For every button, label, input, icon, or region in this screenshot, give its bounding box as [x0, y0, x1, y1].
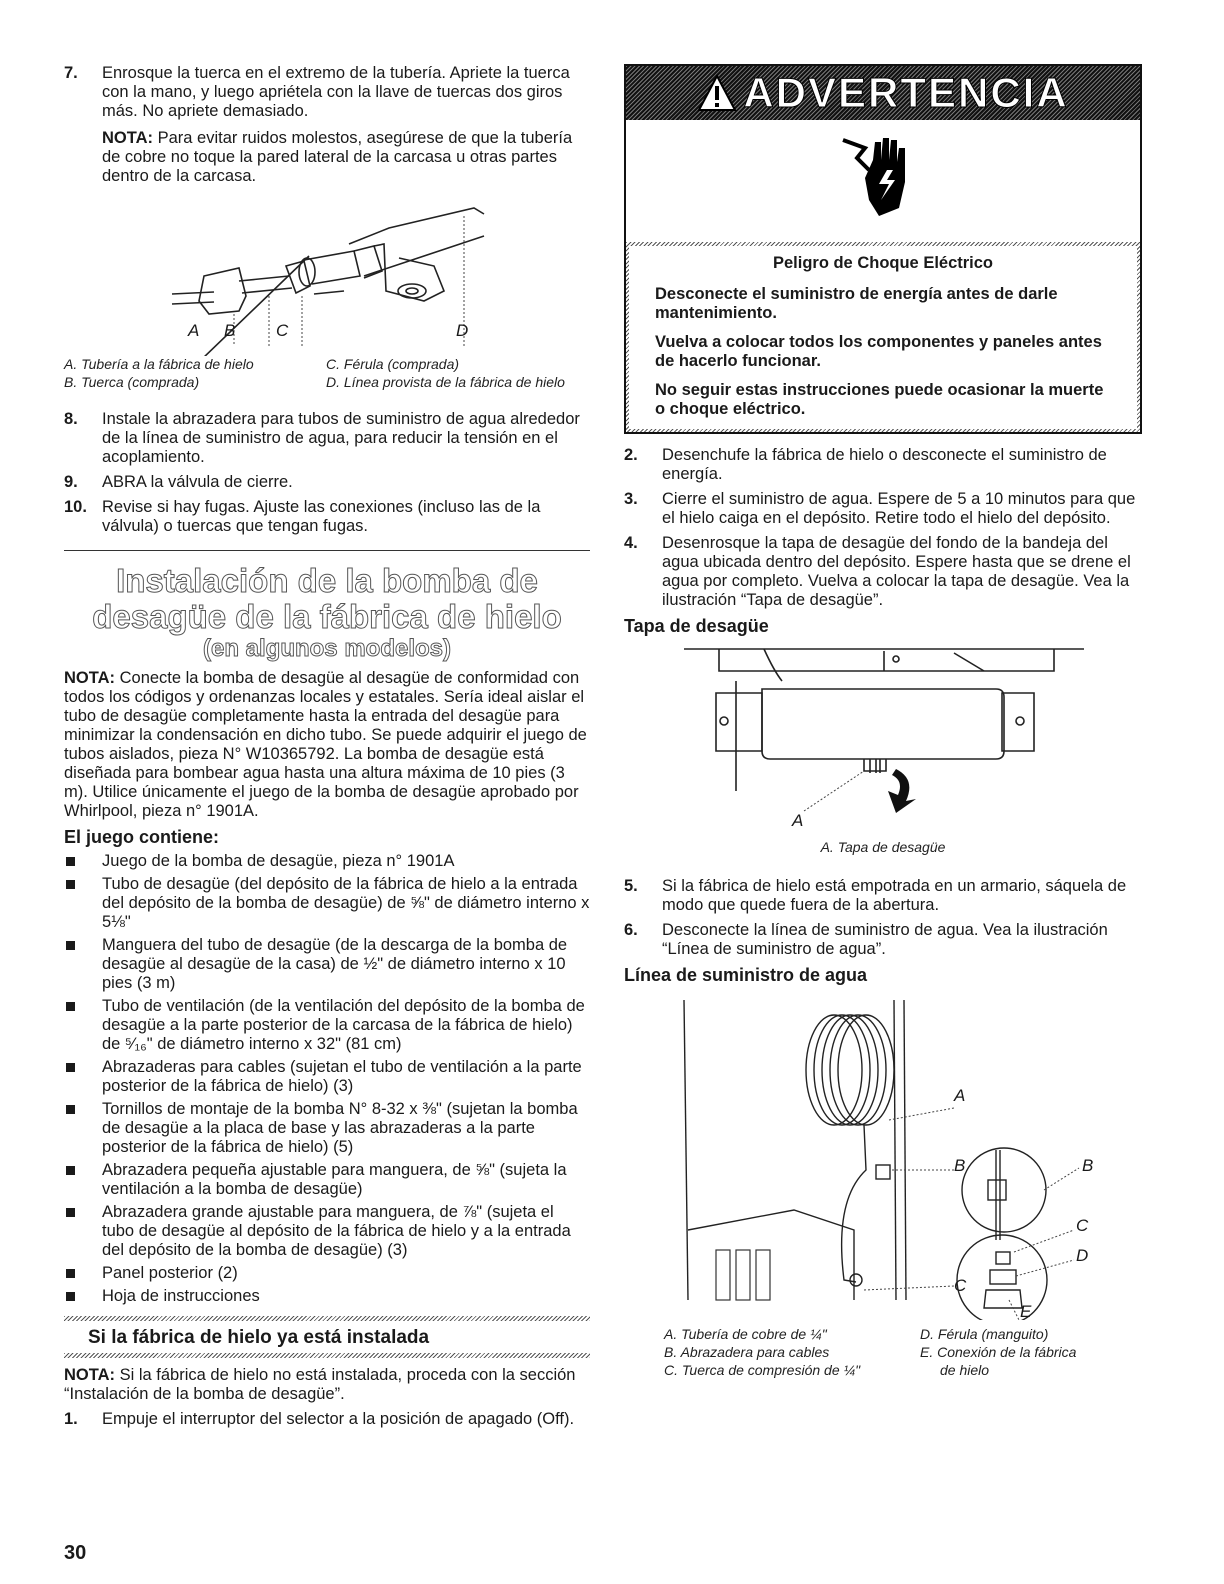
list-item: Tubo de desagüe (del depósito de la fábrica de hielo a la entrada del depósito de la bomba de desagüe) de ⅝" de diámetro interno x 5⅛": [64, 875, 590, 932]
caption-e-cont: de hielo: [940, 1362, 990, 1378]
supply-letter-b-detail: B: [1082, 1156, 1094, 1175]
drain-cap-illustration: [624, 641, 1142, 861]
fitting-figure: [64, 196, 590, 356]
warning-line-1: Desconecte el suministro de energía antes de darle mantenimiento.: [655, 285, 1058, 322]
section-title-line1: Instalación de la bomba de: [116, 562, 538, 599]
section-title: [64, 563, 590, 663]
kit-heading: El juego contiene:: [64, 827, 220, 847]
list-item: Juego de la bomba de desagüe, pieza n° 1901A: [64, 852, 590, 871]
supply-letter-b: B: [954, 1156, 966, 1175]
caption-d: D. Línea provista de la fábrica de hielo: [326, 374, 565, 390]
supply-letter-a: A: [954, 1086, 966, 1105]
water-supply-illustration: [624, 990, 1142, 1320]
caption-c: C. Tuerca de compresión de ¼": [664, 1362, 861, 1378]
step-8: [64, 410, 590, 467]
warning-triangle-icon: [697, 74, 737, 112]
warning-header: [626, 66, 1140, 120]
step-text: Empuje el interruptor del selector a la posición de apagado (Off).: [102, 1410, 575, 1428]
list-item: Manguera del tubo de desagüe (de la descarga de la bomba de desagüe al desagüe de la casa) de ½" de diámetro interno x 10 pies (3 m): [64, 936, 590, 993]
step-text: Revise si hay fugas. Ajuste las conexiones (incluso las de la válvula) o tuercas que tengan fugas.: [102, 498, 541, 535]
step-text: Si la fábrica de hielo está empotrada en un armario, sáquela de modo que quede fuera de la abertura.: [662, 877, 1127, 914]
note-copper: [64, 129, 590, 186]
drain-heading: Tapa de desagüe: [624, 616, 769, 636]
list-item: Tubo de ventilación (de la ventilación del depósito de la bomba de desagüe a la parte posterior de la carcasa de la fábrica de hielo) de ⁵⁄₁₆" de diámetro interno x 32" (81 cm): [64, 997, 590, 1054]
step-number: 6.: [624, 921, 638, 939]
note-label: NOTA:: [64, 1366, 116, 1384]
note-pump: [64, 669, 590, 821]
supply-letter-e: E: [1020, 1302, 1032, 1321]
step-5: [624, 877, 1142, 915]
fig1-letter-a: A: [188, 321, 200, 340]
warning-line-2: Vuelva a colocar todos los componentes y paneles antes de hacerlo funcionar.: [655, 333, 1102, 370]
step-number: 7.: [64, 64, 78, 82]
supply-line-figure: [624, 990, 1142, 1320]
caption-b: B. Tuerca (comprada): [64, 374, 200, 390]
step-text: Instale la abrazadera para tubos de suministro de agua alrededor de la línea de suministro de agua, para reducir la tensión en el acoplamiento.: [102, 410, 580, 466]
step-text: Desenchufe la fábrica de hielo o desconecte el suministro de energía.: [662, 446, 1107, 483]
caption-a: A. Tubería de cobre de ¼": [664, 1326, 827, 1342]
step-text: ABRA la válvula de cierre.: [102, 473, 293, 491]
supply-letter-c-detail: C: [1076, 1216, 1089, 1235]
fig1-captions: [64, 356, 590, 396]
list-item: Hoja de instrucciones: [64, 1287, 590, 1306]
step-9: [64, 473, 590, 492]
list-item: Abrazadera pequeña ajustable para manguera, de ⅝" (sujeta la ventilación a la bomba de desagüe): [64, 1161, 590, 1199]
caption-a: A. Tubería a la fábrica de hielo: [64, 356, 254, 372]
fig1-letter-d: D: [456, 321, 469, 340]
step-number: 9.: [64, 473, 78, 491]
step-number: 8.: [64, 410, 78, 428]
fig1-letter-b: B: [224, 321, 236, 340]
step-10: [64, 498, 590, 536]
warning-title: ADVERTENCIA: [743, 69, 1069, 116]
tube-fitting-illustration: [64, 196, 590, 356]
drain-cap-figure: [624, 641, 1142, 861]
installed-heading: Si la fábrica de hielo ya está instalada: [88, 1327, 430, 1348]
step-2: [624, 446, 1142, 484]
step-4: [624, 534, 1142, 610]
warning-line-3: No seguir estas instrucciones puede ocasionar la muerte o choque eléctrico.: [655, 381, 1104, 418]
note-text: Para evitar ruidos molestos, asegúrese de que la tubería de cobre no toque la pared lateral de la carcasa u otras partes dentro de la carcasa.: [102, 129, 573, 185]
note-installed: [64, 1366, 590, 1404]
caption-e: E. Conexión de la fábrica: [920, 1344, 1077, 1360]
step-6: [624, 921, 1142, 959]
warning-hazard: Peligro de Choque Eléctrico: [772, 254, 994, 272]
note-label: NOTA:: [64, 669, 116, 687]
list-item: Abrazaderas para cables (sujetan el tubo de ventilación a la parte posterior de la fábrica de hielo) (3): [64, 1058, 590, 1096]
caption-d: D. Férula (manguito): [920, 1326, 1049, 1342]
step-number: 2.: [624, 446, 638, 464]
note-text: Conecte la bomba de desagüe al desagüe de conformidad con todos los códigos y ordenanzas locales y estatales. Sería ideal aislar el tubo de desagüe completamente hasta la entrada del desagüe para minimizar la condensación en dicho tubo. Se puede adquirir el juego de tubos aislados, pieza N° W10365792. La bomba de desagüe está diseñada para bombear agua hasta una altura máxima de 10 pies (3 m). Utilice únicamente el juego de la bomba de desagüe aprobado por Whirlpool, pieza n° 1901A.: [64, 669, 587, 820]
step-3: [624, 490, 1142, 528]
section-title-line3: (en algunos modelos): [202, 635, 451, 662]
step-number: 5.: [624, 877, 638, 895]
caption-c: C. Férula (comprada): [326, 356, 460, 372]
left-column: [64, 64, 590, 1429]
supply-letter-c: C: [954, 1276, 967, 1295]
fig1-letter-c: C: [276, 321, 289, 340]
note-text: Si la fábrica de hielo no está instalada, proceda con la sección “Instalación de la bomba de desagüe”.: [64, 1366, 576, 1403]
step-number: 3.: [624, 490, 638, 508]
supply-heading: Línea de suministro de agua: [624, 965, 868, 985]
list-item: Abrazadera grande ajustable para manguera, de ⅞" (sujeta el tubo de desagüe al depósito de la fábrica de hielo y a la entrada del depósito de la bomba de desagüe) (3): [64, 1203, 590, 1260]
step-text: Enrosque la tuerca en el extremo de la tubería. Apriete la tuerca con la mano, y luego apriétela con la llave de tuercas dos giros más. No apriete demasiado.: [102, 64, 570, 120]
electric-shock-icon: [835, 130, 935, 230]
divider: [64, 550, 590, 551]
page-number: 30: [64, 1542, 87, 1564]
hatch-rule-bottom: [64, 1353, 590, 1358]
list-item: Tornillos de montaje de la bomba N° 8-32 x ⅜" (sujetan la bomba de desagüe a la placa de base y las abrazaderas a la parte posterior de la fábrica de hielo) (5): [64, 1100, 590, 1157]
right-column: [624, 64, 1142, 1406]
drain-caption: A. Tapa de desagüe: [820, 839, 946, 855]
step-text: Cierre el suministro de agua. Espere de 5 a 10 minutos para que el hielo caiga en el depósito. Retire todo el hielo del depósito.: [662, 490, 1136, 527]
step-number: 4.: [624, 534, 638, 552]
step-number: 1.: [64, 1410, 78, 1428]
kit-list: [64, 852, 590, 1306]
supply-captions: [624, 1326, 1142, 1406]
step-7: [64, 64, 590, 121]
step-1: [64, 1410, 590, 1429]
list-item: Panel posterior (2): [64, 1264, 590, 1283]
warning-box: [624, 64, 1142, 434]
supply-letter-d: D: [1076, 1246, 1089, 1265]
step-number: 10.: [64, 498, 87, 516]
caption-b: B. Abrazadera para cables: [664, 1344, 830, 1360]
section-title-line2: desagüe de la fábrica de hielo: [92, 598, 562, 635]
note-label: NOTA:: [102, 129, 154, 147]
warning-body: [626, 242, 1140, 432]
step-text: Desenrosque la tapa de desagüe del fondo de la bandeja del agua ubicada dentro del depósito. Espere hasta que se drene el agua por completo. Vuelva a colocar la tapa de desagüe. Vea la ilustración “Tapa de desagüe”.: [662, 534, 1131, 609]
drain-letter-a: A: [792, 811, 804, 830]
warning-icon-area: [626, 120, 1140, 242]
step-text: Desconecte la línea de suministro de agua. Vea la ilustración “Línea de suministro de agua”.: [662, 921, 1108, 958]
